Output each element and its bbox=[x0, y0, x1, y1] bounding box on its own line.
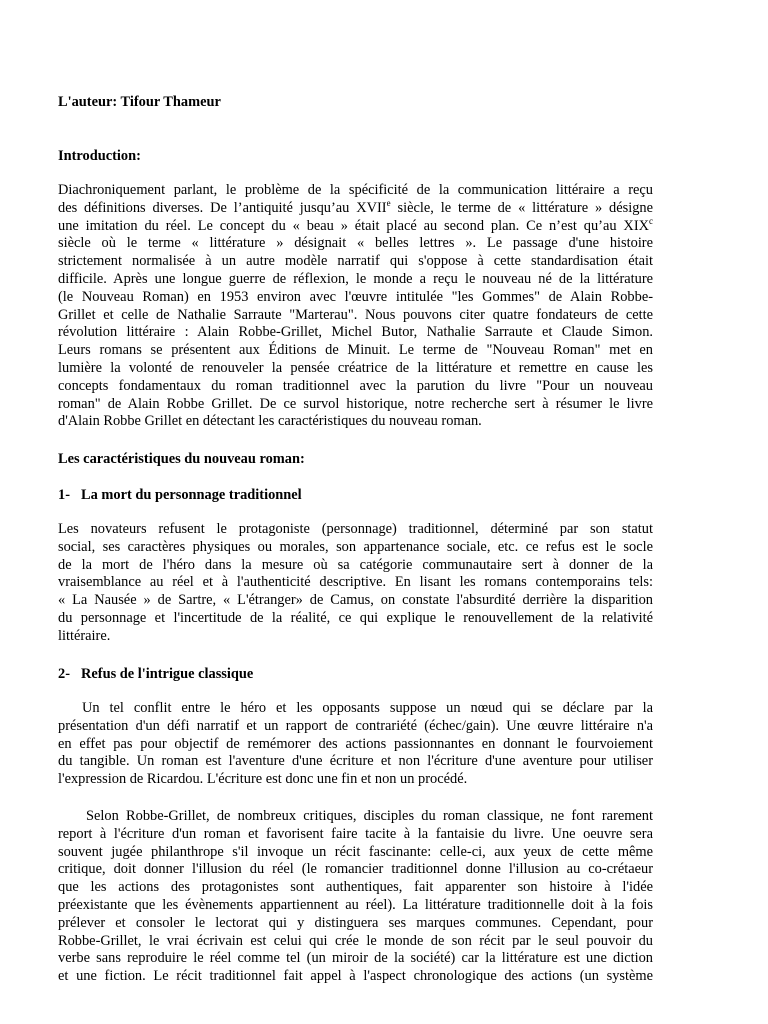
section-1-line: du personnage et l'incertitude de la réalité, ce qui explique le renouvellement de la relativité bbox=[58, 609, 653, 626]
intro-line: concepts fondamentaux du roman traditionnel avec la parution du livre "Pour un nouveau bbox=[58, 377, 653, 394]
section-2-heading bbox=[58, 665, 653, 683]
section-1-number: 1- bbox=[58, 487, 70, 503]
section-1-line: « La Nausée » de Sartre, « L'étranger» de Camus, on constate l'absurdité derrière la disparition bbox=[58, 592, 653, 609]
intro-line: lumière la volonté de renouveler la pensée créatrice de la littérature et remettre en cause les bbox=[58, 359, 653, 376]
section-2-line: Selon Robbe-Grillet, de nombreux critiques, disciples du roman classique, ne font rarement bbox=[86, 808, 653, 824]
section-1-line: Les novateurs refusent le protagoniste (personnage) traditionnel, déterminé par son statut bbox=[58, 521, 653, 537]
section-2-line: souvent jugée philanthrope s'il invoque un récit fascinante: celle-ci, aux yeux de cette même bbox=[58, 843, 653, 860]
intro-line: siècle où le terme « littérature » désignait « belles lettres ». Le passage d'une histoire bbox=[58, 235, 653, 252]
section-2-title: Refus de l'intrigue classique bbox=[81, 666, 254, 682]
section-1-line: social, ses caractères physiques ou morales, son appartenance sociale, etc. ce refus est le socle bbox=[58, 538, 653, 555]
section-2-paragraph-2 bbox=[58, 808, 653, 986]
characteristics-heading: Les caractéristiques du nouveau roman: bbox=[58, 451, 305, 467]
intro-line: Diachroniquement parlant, le problème de la spécificité de la communication littéraire a reçu bbox=[58, 182, 653, 198]
intro-line: (le Nouveau Roman) en 1953 environ avec l'œuvre intitulée "les Gommes" de Alain Robbe- bbox=[58, 288, 653, 305]
section-2-line: Robbe-Grillet, le vrai écrivain est celui qui crée le monde de son récit par le seul pouvoir du bbox=[58, 932, 653, 949]
intro-line: difficile. Après une longue guerre de réflexion, le monde a reçu le nouveau né de la littérature bbox=[58, 270, 653, 287]
section-1-line: littéraire. bbox=[58, 627, 111, 644]
section-1-paragraph bbox=[58, 521, 653, 646]
section-2-line: Un tel conflit entre le héro et les opposants suppose un nœud qui se déclare par la bbox=[82, 700, 653, 716]
section-1-line: de la mort de l'héro dans la mesure où sa catégorie communautaire sert à donner de la bbox=[58, 556, 653, 573]
introduction-paragraph bbox=[58, 182, 653, 431]
section-2-line: verbe sans reproduire le réel comme tel (un miroir de la société) car la littérature est une diction bbox=[58, 950, 653, 967]
intro-line: Grillet et celle de Nathalie Sarraute "Marterau". Nous pouvons citer quatre fondateurs de cette bbox=[58, 306, 653, 323]
intro-line: des définitions diverses. De l’antiquité jusqu’au XVIIe siècle, le terme de « littérature » désigne bbox=[58, 197, 653, 216]
section-1-title: La mort du personnage traditionnel bbox=[81, 487, 302, 503]
section-1-line: vraisemblance au réel et à l'authenticité descriptive. En lisant les romans contemporains tels: bbox=[58, 574, 653, 591]
section-1-heading bbox=[58, 486, 653, 504]
section-2-line: report à l'écriture d'un roman et favorisent faire tacite à la fantaisie du livre. Une oeuvre sera bbox=[58, 825, 653, 842]
section-2-paragraph-1 bbox=[58, 700, 653, 789]
section-2-line: critique, doit donner l'illusion du réel (le romancier traditionnel donne l'illusion au co-crétaeur bbox=[58, 861, 653, 878]
section-2-line: présentation d'un défi narratif et un rapport de contrariété (échec/gain). Une œuvre littéraire n'a bbox=[58, 717, 653, 734]
author-line: L'auteur: Tifour Thameur bbox=[58, 94, 221, 110]
section-2-line: du tangible. Un roman est l'aventure d'une écriture et non l'écriture d'une aventure pour utiliser bbox=[58, 753, 653, 770]
section-2-line: préexistante que les évènements appartiennent au réel). La littérature traditionnelle doit à la fois bbox=[58, 896, 653, 913]
intro-line: révolution littéraire : Alain Robbe-Grillet, Michel Butor, Nathalie Sarraute et Claude Simon. bbox=[58, 324, 653, 341]
intro-line: d'Alain Robbe Grillet en détectant les caractéristiques du nouveau roman. bbox=[58, 413, 482, 430]
section-2-number: 2- bbox=[58, 666, 70, 682]
intro-line: une imitation du réel. Le concept du « beau » était placé au second plan. Ce n’est qu’au XIX$^c$ bbox=[58, 215, 653, 234]
section-2-line: que les actions des protagonistes sont authentiques, fait apparenter son histoire à l'idée bbox=[58, 879, 653, 896]
intro-line: Leurs romans se présentent aux Éditions de Minuit. Le terme de "Nouveau Roman" met en bbox=[58, 342, 653, 359]
section-2-line: prélever et consoler le lectorat qui y distinguera ses marques communes. Cependant, pour bbox=[58, 914, 653, 931]
intro-line: strictement normalisée à un autre modèle narratif qui s'oppose à cette standardisation était bbox=[58, 253, 653, 270]
section-2-line: et une fiction. Le récit traditionnel fait appel à l'aspect chronologique des actions (un système bbox=[58, 968, 653, 985]
section-2-line: l'expression de Ricardou. L'écriture est donc une fin et non un procédé. bbox=[58, 771, 468, 788]
intro-line: roman" de Alain Robbe Grillet. De ce survol historique, notre recherche sert à résumer le livre bbox=[58, 395, 653, 412]
section-2-line: en effet pas pour objectif de remémorer des actions passionnantes en donnant le fourvoiement bbox=[58, 735, 653, 752]
introduction-heading: Introduction: bbox=[58, 148, 141, 164]
